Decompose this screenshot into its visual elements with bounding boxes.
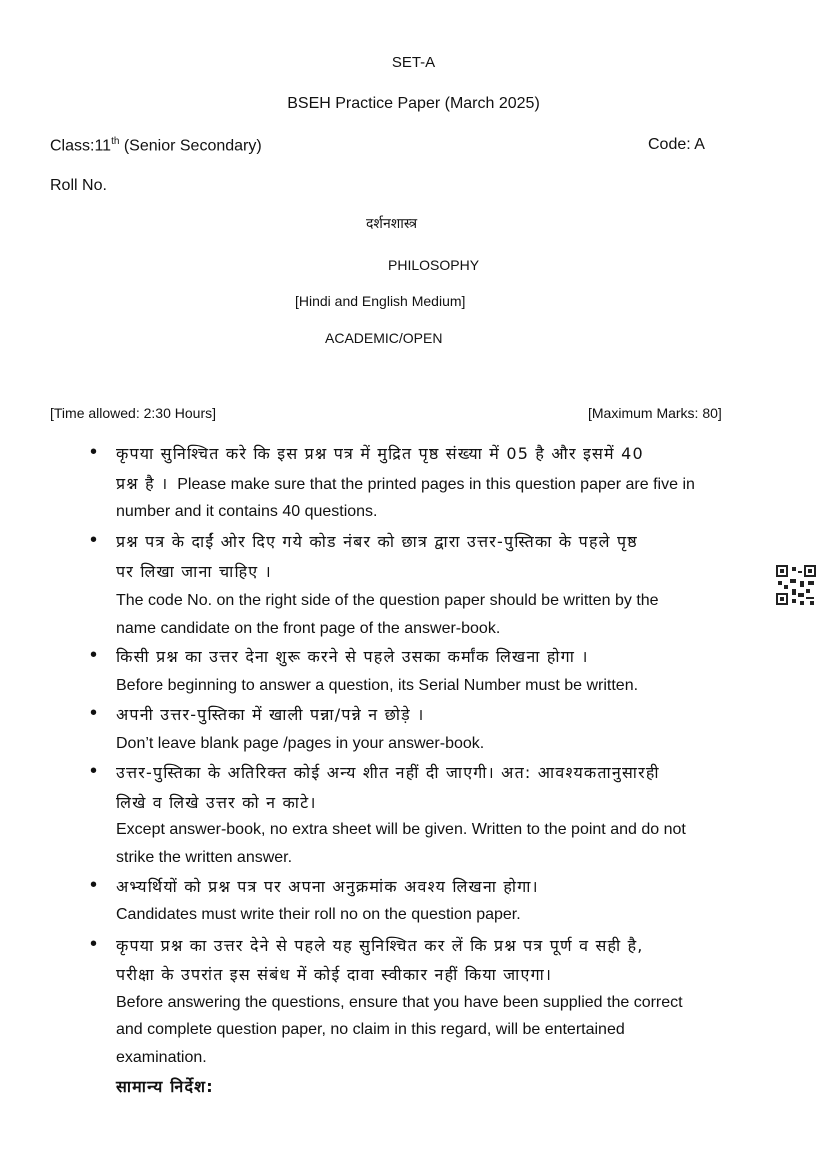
bullet-dot-icon: •	[90, 874, 98, 896]
instruction-7-english-2: and complete question paper, no claim in this regard, will be entertained	[116, 1021, 625, 1038]
class-label	[50, 136, 262, 155]
instruction-5-hindi-2: लिखे व लिखे उत्तर को न काटे।	[116, 793, 317, 812]
instruction-2-english-1: The code No. on the right side of the question paper should be written by the	[116, 592, 659, 609]
bullet-dot-icon: •	[90, 702, 98, 724]
code-label: Code: A	[648, 136, 705, 153]
instruction-2-hindi-2: पर लिखा जाना चाहिए ।	[116, 562, 272, 581]
stream-label: ACADEMIC/OPEN	[325, 330, 443, 346]
paper-title: BSEH Practice Paper (March 2025)	[287, 95, 540, 112]
instruction-7-english-1: Before answering the questions, ensure that you have been supplied the correct	[116, 994, 683, 1011]
class-suffix: (Senior Secondary)	[119, 137, 262, 155]
instruction-2-hindi-1: प्रश्न पत्र के दाईं ओर दिए गये कोड नंबर को छात्र द्वारा उत्तर-पुस्तिका के पहले पृष्ठ	[116, 532, 638, 551]
instruction-6-hindi: अभ्यर्थियों को प्रश्न पत्र पर अपना अनुक्रमांक अवश्य लिखना होगा।	[116, 877, 539, 896]
bullet-dot-icon: •	[90, 441, 98, 463]
general-instructions-heading: सामान्य निर्देश:	[116, 1077, 214, 1096]
max-marks: [Maximum Marks: 80]	[588, 405, 722, 421]
qr-code-icon	[776, 565, 816, 605]
medium-label: [Hindi and English Medium]	[295, 293, 466, 309]
bullet-dot-icon: •	[90, 933, 98, 955]
bullet-dot-icon: •	[90, 760, 98, 782]
roll-no-label: Roll No.	[50, 177, 107, 194]
instruction-7-hindi-1: कृपया प्रश्न का उत्तर देने से पहले यह सुनिश्चित कर लें कि प्रश्न पत्र पूर्ण व सही है,	[116, 936, 644, 955]
class-prefix: Class:11	[50, 137, 112, 155]
instruction-4-english: Don’t leave blank page /pages in your answer-book.	[116, 735, 485, 752]
instruction-1-hindi-tail: प्रश्न है ।	[116, 474, 169, 493]
instruction-5-english-2: strike the written answer.	[116, 849, 293, 866]
instruction-3-hindi: किसी प्रश्न का उत्तर देना शुरू करने से पहले उसका कर्मांक लिखना होगा ।	[116, 647, 589, 666]
instruction-1-english-1: Please make sure that the printed pages in this question paper are five in	[177, 476, 695, 493]
instruction-1-english-2: number and it contains 40 questions.	[116, 503, 378, 520]
instruction-4-hindi: अपनी उत्तर-पुस्तिका में खाली पन्ना/पन्ने न छोड़े ।	[116, 705, 425, 724]
instruction-7-hindi-2: परीक्षा के उपरांत इस संबंध में कोई दावा स्वीकार नहीं किया जाएगा।	[116, 965, 553, 984]
instruction-3-english: Before beginning to answer a question, its Serial Number must be written.	[116, 677, 639, 694]
instruction-5-english-1: Except answer-book, no extra sheet will be given. Written to the point and do not	[116, 821, 686, 838]
instruction-6-english: Candidates must write their roll no on the question paper.	[116, 906, 521, 923]
subject-english: PHILOSOPHY	[388, 257, 480, 273]
bullet-dot-icon: •	[90, 644, 98, 666]
class-sup: th	[111, 136, 120, 147]
instruction-2-english-2: name candidate on the front page of the answer-book.	[116, 620, 501, 637]
instruction-1-mixed-line	[116, 472, 695, 494]
set-label: SET-A	[391, 54, 436, 71]
bullet-dot-icon: •	[90, 529, 98, 551]
instruction-5-hindi-1: उत्तर-पुस्तिका के अतिरिक्त कोई अन्य शीत नहीं दी जाएगी। अत: आवश्यकतानुसारही	[116, 763, 660, 782]
time-allowed: [Time allowed: 2:30 Hours]	[50, 405, 216, 421]
instruction-1-hindi: कृपया सुनिश्चित करे कि इस प्रश्न पत्र में मुद्रित पृष्ठ संख्या में 05 है और इसमें 40	[116, 444, 644, 463]
subject-hindi: दर्शनशास्त्र	[366, 216, 418, 232]
instruction-7-english-3: examination.	[116, 1049, 207, 1066]
